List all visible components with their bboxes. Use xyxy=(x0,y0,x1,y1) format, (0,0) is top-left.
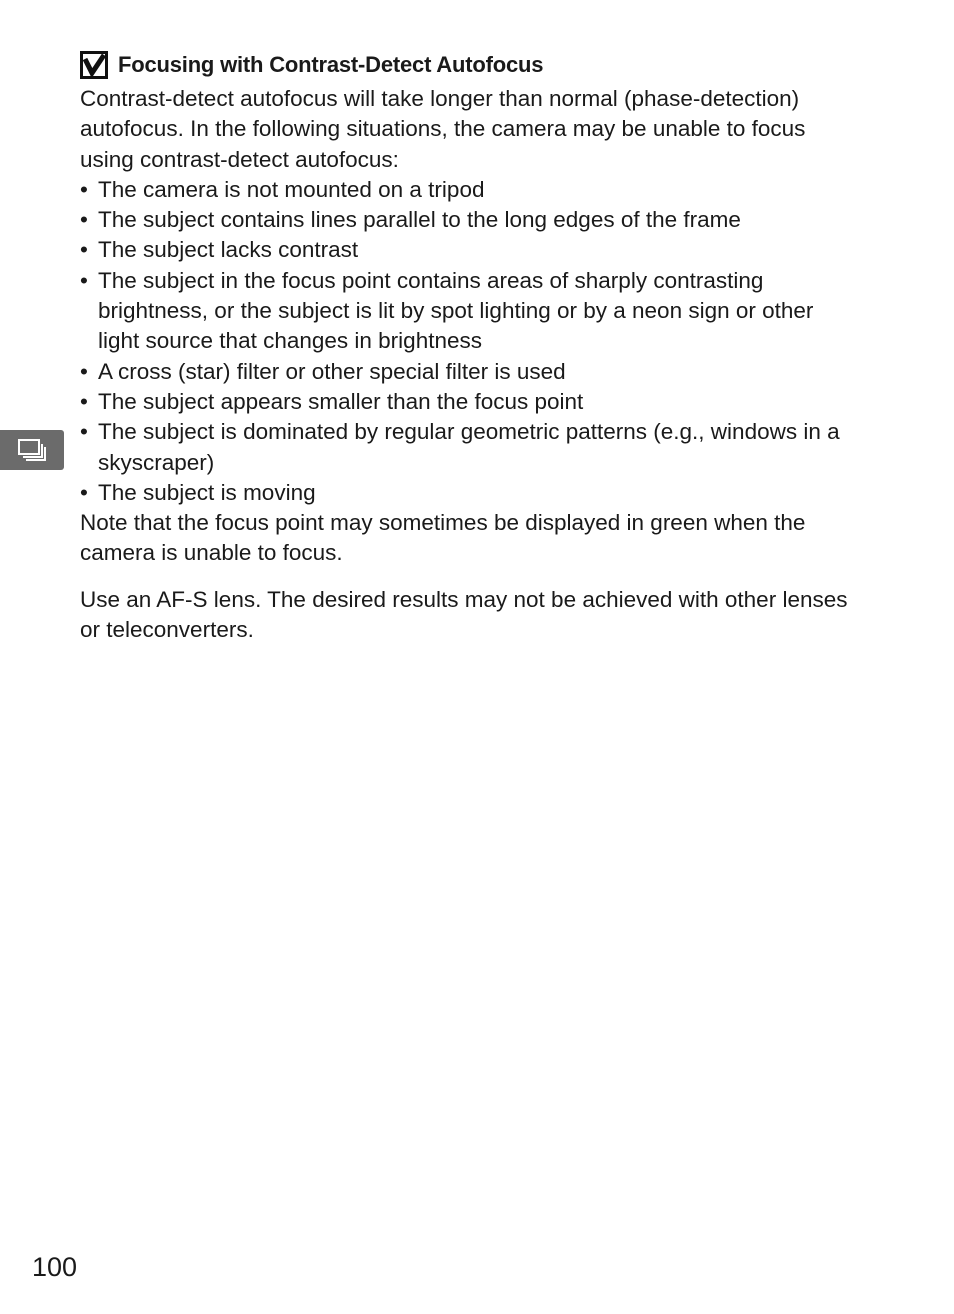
note-title: Focusing with Contrast-Detect Autofocus xyxy=(118,52,544,77)
list-item: • The subject is moving xyxy=(80,478,860,508)
bullet: • xyxy=(80,479,88,505)
list-item: • The camera is not mounted on a tripod xyxy=(80,175,860,205)
list-item: • The subject lacks contrast xyxy=(80,235,860,265)
note-closing: Note that the focus point may sometimes be displayed in green when the camera is unable to focus. xyxy=(80,510,806,566)
bullet: • xyxy=(80,419,88,445)
bullet: • xyxy=(80,388,88,414)
lens-note: Use an AF-S lens. The desired results may not be achieved with other lenses or teleconverters. xyxy=(80,586,848,643)
note-intro: Contrast-detect autofocus will take longer than normal (phase-detection) autofocus. In the following situations, the camera may be unable to focus using contrast-detect autofocus: xyxy=(80,86,806,172)
caution-check-icon xyxy=(80,51,108,79)
bullet: • xyxy=(80,267,88,293)
section-tab xyxy=(0,430,64,470)
bullet: • xyxy=(80,207,88,233)
bullet: • xyxy=(80,176,88,202)
note-section xyxy=(80,48,860,645)
bullet: • xyxy=(80,358,88,384)
bullet: • xyxy=(80,237,88,263)
list-item: • A cross (star) filter or other special filter is used xyxy=(80,357,860,387)
conditions-list xyxy=(80,175,860,508)
page-number: 100 xyxy=(32,1252,78,1282)
list-item: • The subject is dominated by regular geometric patterns (e.g., windows in a skyscraper) xyxy=(80,419,840,475)
list-item: • The subject appears smaller than the focus point xyxy=(80,387,860,417)
list-item: • The subject in the focus point contains areas of sharply contrasting brightness, or the subject is lit by spot lighting or by a neon sign or other light source that changes in brightness xyxy=(80,267,814,354)
list-item: • The subject contains lines parallel to the long edges of the frame xyxy=(80,205,860,235)
multiple-frames-icon xyxy=(17,438,47,462)
note-heading xyxy=(80,48,860,82)
